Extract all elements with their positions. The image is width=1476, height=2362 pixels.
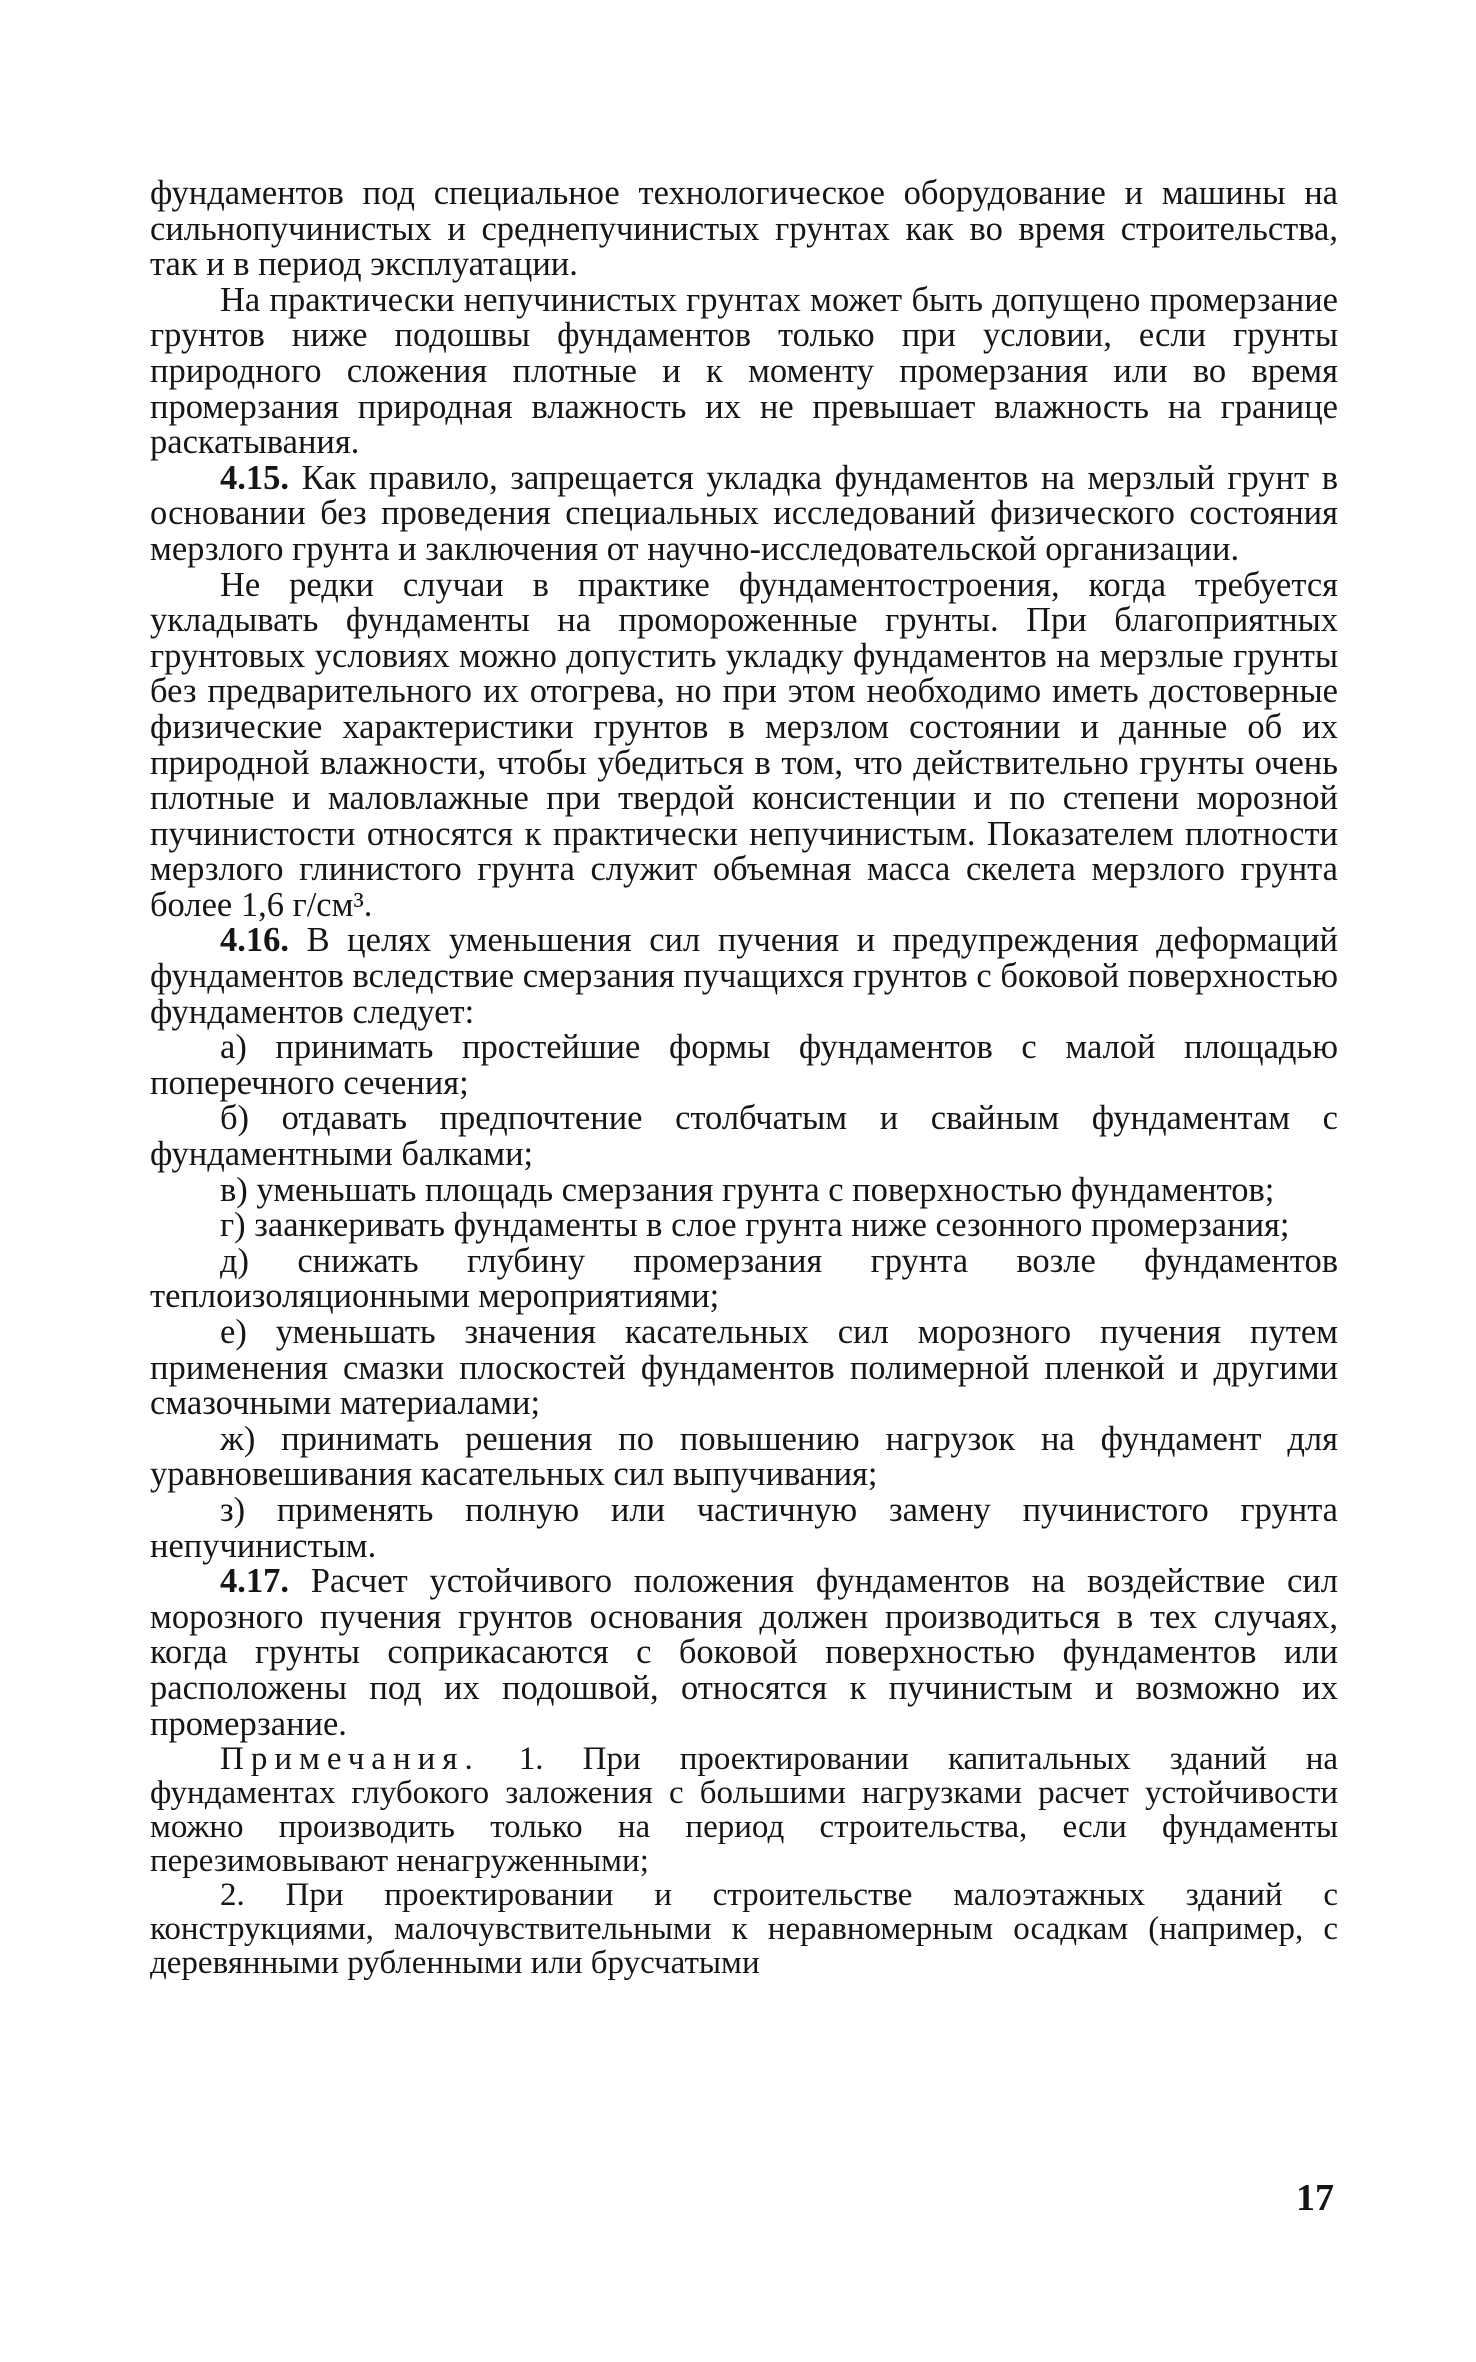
paragraph-4-17-text: Расчет устойчивого положения фундаментов на воздействие сил морозного пучения грунтов основания должен производиться в тех случаях, когда грунты соприкасаются с боковой поверхностью фундаментов или расположены под их подошвой, относятся к пучинистым и возможно их промерзание. [150,1562,1339,1743]
list-item-zh: ж) принимать решения по повышению нагрузок на фундамент для уравновешивания касательных сил выпучивания; [150,1419,1338,1494]
paragraph-nonheaving-soils: На практически непучинистых грунтах может быть допущено промерзание грунтов ниже подошвы фундаментов только при условии, если грунты природного сложения плотные и к моменту промерзания или во время промерзания природная влажность их не превышает влажность на границе раскатывания. [150,280,1338,462]
section-number-4-15: 4.15. [220,458,289,497]
section-number-4-17: 4.17. [220,1562,289,1601]
list-item-v: в) уменьшать площадь смерзания грунта с поверхностью фундаментов; [220,1170,1275,1209]
list-item-b: б) отдавать предпочтение столбчатым и свайным фундаментам с фундаментными балками; [150,1099,1338,1174]
section-number-4-16: 4.16. [220,921,289,960]
page-number: 17 [1296,2177,1334,2219]
list-item-e: е) уменьшать значения касательных сил морозного пучения путем применения смазки плоскостей фундаментов полимерной пленкой и другими смазочными материалами; [150,1313,1338,1423]
paragraph-4-15-text: Как правило, запрещается укладка фундаментов на мерзлый грунт в основании без проведения специальных исследований физического состояния мерзлого грунта и заключения от научно-исследовательской организации. [150,458,1339,568]
paragraph-4-16-text: В целях уменьшения сил пучения и предупреждения деформаций фундаментов вследствие смерзания пучащихся грунтов с боковой поверхностью фундаментов следует: [150,921,1338,1031]
note-2: 2. При проектировании и строительстве малоэтажных зданий с конструкциями, малочувствительными к неравномерным осадкам (например, с деревянными рубленными или брусчатыми [150,1877,1338,1982]
paragraph-frozen-foundations: Не редки случаи в практике фундаментостроения, когда требуется укладывать фундаменты на промороженные грунты. При благоприятных грунтовых условиях можно допустить укладку фундаментов на мерзлые грунты без предварительного их отогрева, но при этом необходимо иметь достоверные физические характеристики грунтов в мерзлом состоянии и данные об их природной влажности, чтобы убедиться в том, что действительно грунты очень плотные и маловлажные при твердой консистенции и по степени морозной пучинистости относятся к практически непучинистым. Показателем плотности мерзлого глинистого грунта служит объемная масса скелета мерзлого грунта более 1,6 г/см³. [150,565,1338,924]
paragraph-continuation: фундаментов под специальное технологическое оборудование и машины на сильнопучинистых и среднепучинистых грунтах как во время строительства, так и в период эксплуатации. [150,174,1338,284]
list-item-z: з) применять полную или частичную замену пучинистого грунта непучинистым. [150,1490,1338,1565]
notes-heading: Примечания. [220,1741,480,1778]
page-body [150,176,1338,1980]
note-1 [150,1742,1338,1878]
paragraph-4-16 [150,923,1338,1030]
paragraph-4-17 [150,1564,1338,1742]
list-item-d: д) снижать глубину промерзания грунта возле фундаментов теплоизоляционными мероприятиями; [150,1241,1338,1316]
paragraph-4-15 [150,458,1339,568]
list-item-g: г) заанкеривать фундаменты в слое грунта ниже сезонного промерзания; [220,1206,1290,1245]
note-1-text: 1. При проектировании капитальных зданий на фундаментах глубокого заложения с большими нагрузками расчет устойчивости можно производить только на период строительства, если фундаменты перезимовывают ненагруженными; [150,1741,1338,1880]
list-item-a: а) принимать простейшие формы фундаментов с малой площадью поперечного сечения; [150,1028,1338,1102]
